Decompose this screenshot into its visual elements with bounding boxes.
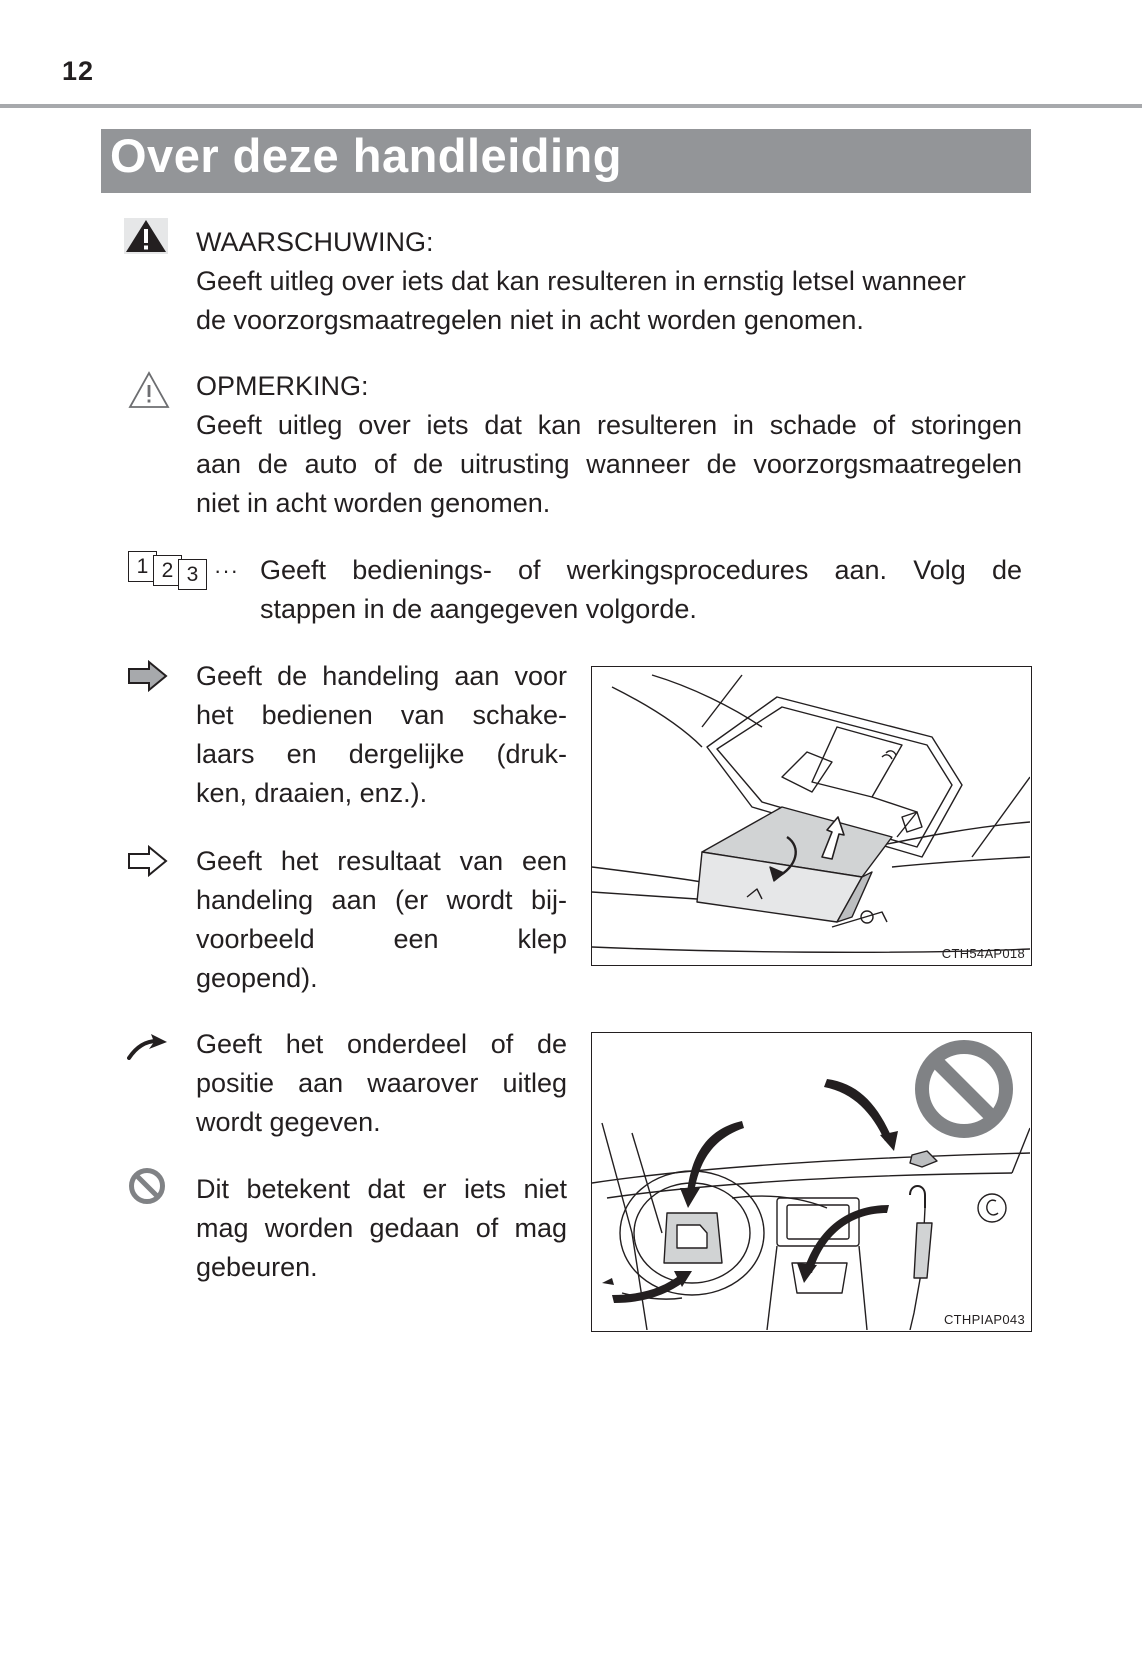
prohibited-text-line: Dit betekent dat er iets niet (196, 1174, 567, 1204)
overhead-console-illustration (591, 666, 1032, 966)
result-text-line: handeling aan (er wordt bij- (196, 885, 567, 915)
notice-heading: OPMERKING: (196, 371, 369, 401)
component-text-line: Geeft het onderdeel of de (196, 1029, 567, 1059)
prohibited-text-line: mag worden gedaan of mag (196, 1213, 567, 1243)
result-text-line: geopend). (196, 963, 318, 993)
component-text-line: wordt gegeven. (196, 1107, 381, 1137)
steps-text-line: Geeft bedienings- of werkingsprocedures aan. Volg de (260, 555, 1022, 585)
component-text-line: positie aan waarover uitleg (196, 1068, 567, 1098)
operation-arrow-icon (127, 660, 169, 697)
prohibited-icon (128, 1167, 166, 1210)
result-arrow-icon (127, 845, 169, 882)
pointer-arrow-icon (127, 1032, 169, 1065)
step-digit: 3 (178, 559, 207, 590)
result-text-line: voorbeeld een klep (196, 924, 567, 954)
page-title: Over deze handleiding (110, 129, 622, 182)
notice-text-line: aan de auto of de uitrusting wanneer de voorzorgsmaatregelen (196, 449, 1022, 479)
figure-code: CTH54AP018 (941, 946, 1025, 961)
operation-text-line: Geeft de handeling aan voor (196, 661, 567, 691)
operation-text-line: het bedienen van schake- (196, 700, 567, 730)
warning-filled-icon (124, 218, 168, 259)
warning-text-line: de voorzorgsmaatregelen niet in acht worden genomen. (196, 305, 864, 335)
steps-text-line: stappen in de aangegeven volgorde. (260, 594, 697, 624)
step-dots: ··· (214, 558, 239, 583)
notice-text-line: niet in acht worden genomen. (196, 488, 551, 518)
notice-text-line: Geeft uitleg over iets dat kan resulteren in schade of storingen (196, 410, 1022, 440)
step-digit: 2 (153, 555, 182, 586)
step-digit: 1 (128, 551, 157, 582)
operation-text-line: laars en dergelijke (druk- (196, 739, 567, 769)
result-text-line: Geeft het resultaat van een (196, 846, 567, 876)
warning-heading: WAARSCHUWING: (196, 227, 434, 257)
warning-text-line: Geeft uitleg over iets dat kan resulteren in ernstig letsel wanneer (196, 266, 966, 296)
page-number: 12 (62, 56, 95, 86)
operation-text-line: ken, draaien, enz.). (196, 778, 428, 808)
step-number-icon (128, 551, 212, 589)
header-rule (0, 104, 1142, 108)
figure-code: CTHPIAP043 (943, 1312, 1025, 1327)
notice-outline-icon (128, 371, 170, 414)
prohibited-text-line: gebeuren. (196, 1252, 318, 1282)
dashboard-illustration (591, 1032, 1032, 1332)
